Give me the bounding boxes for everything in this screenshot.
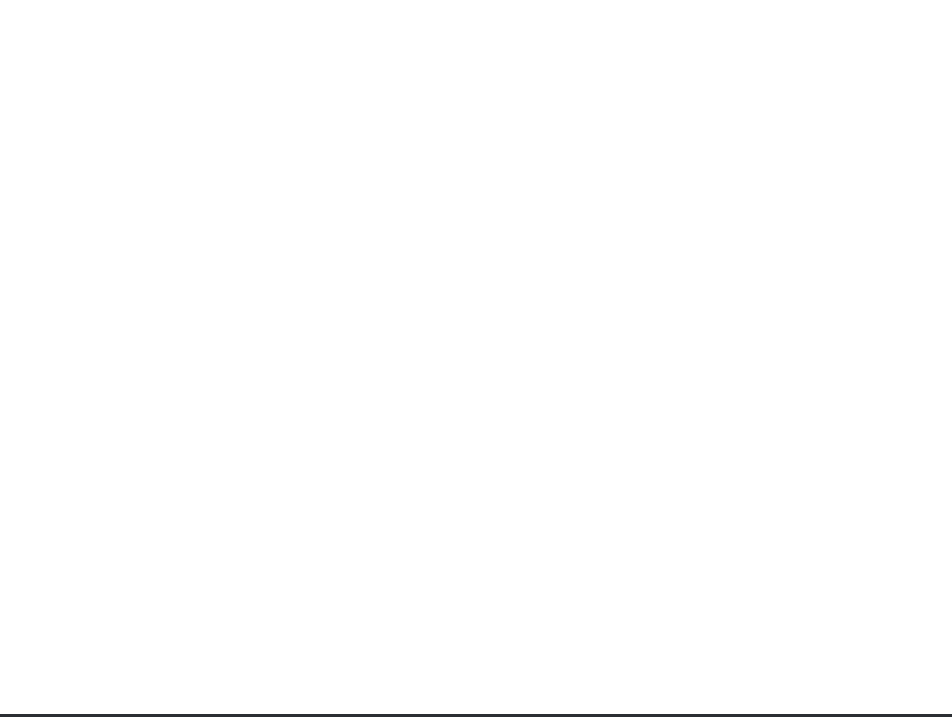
bottom-rule: [0, 714, 952, 717]
